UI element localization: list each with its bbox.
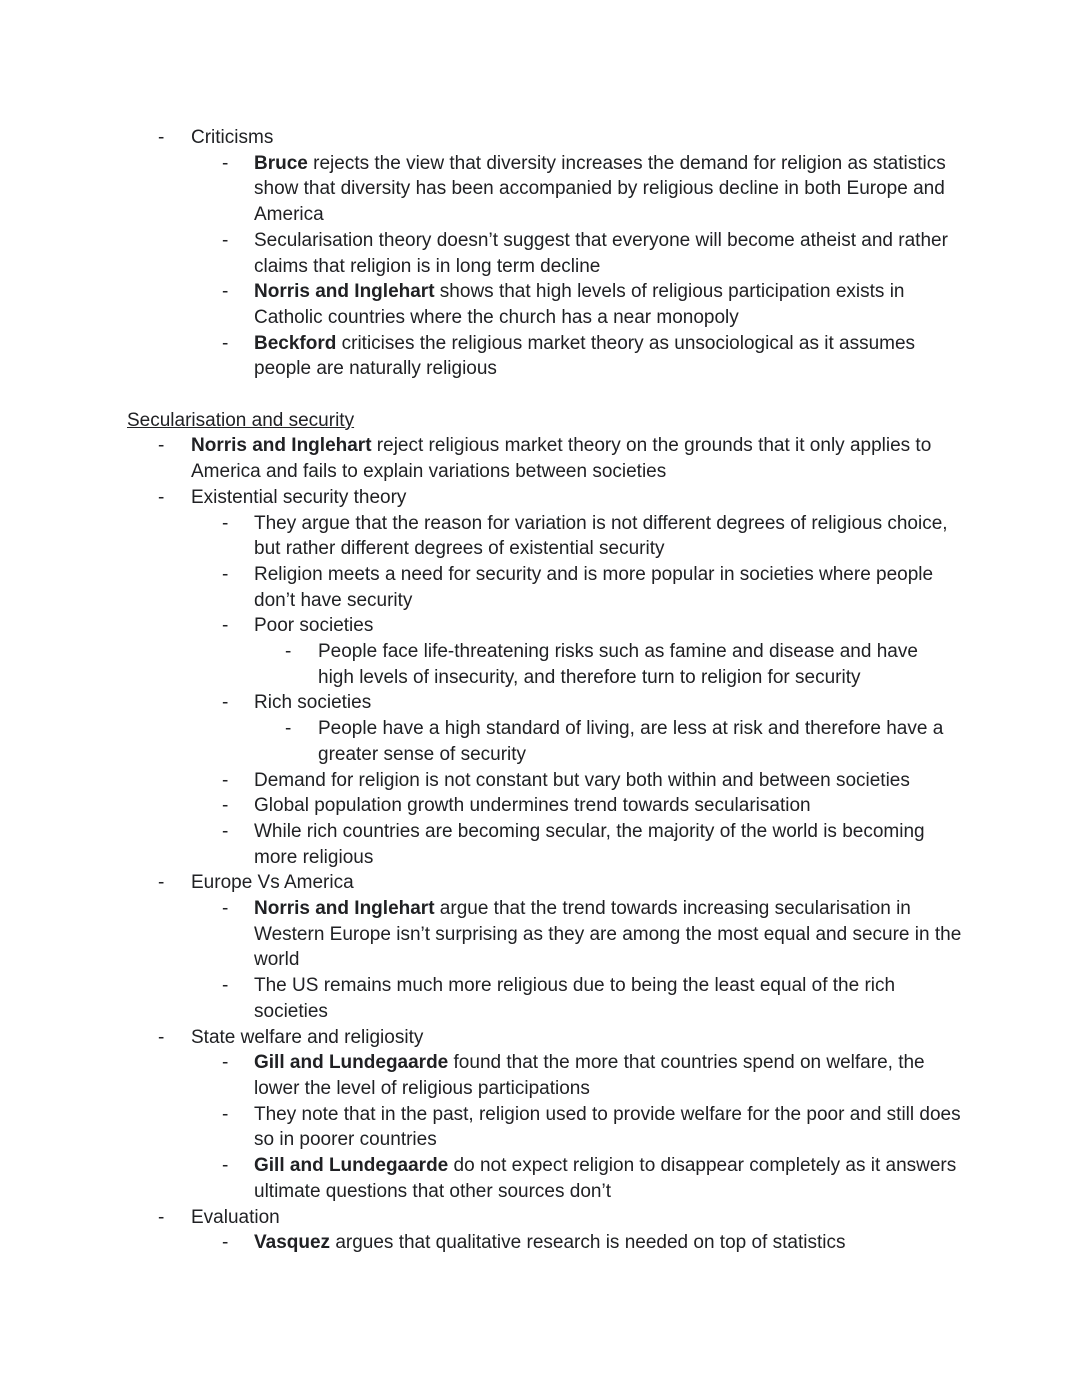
- europe-point: [0, 973, 1080, 1024]
- welfare-point: [0, 1153, 1080, 1204]
- existential-point: [0, 768, 1080, 794]
- bullet-dash: -: [285, 641, 292, 663]
- bullet-text: People face life-threatening risks such as famine and disease and have high levels of insecurity, and therefore turn to religion for security: [318, 641, 918, 688]
- evaluation-point: [0, 1230, 1080, 1256]
- bold-name: Norris and Inglehart: [254, 281, 435, 303]
- bullet-evaluation: [0, 1205, 1080, 1231]
- bold-name: Beckford: [254, 332, 337, 354]
- bullet-europe-vs-america: [0, 870, 1080, 896]
- bullet-text: Demand for religion is not constant but vary both within and between societies: [254, 769, 910, 791]
- bullet-body: criticises the religious market theory as unsociological as it assumes people are naturally religious: [254, 332, 916, 380]
- bullet-dash: -: [285, 718, 292, 740]
- spacer: [0, 382, 1080, 408]
- rich-societies-detail: [0, 716, 1080, 767]
- bullet-dash: -: [222, 563, 229, 585]
- bullet-dash: -: [222, 692, 229, 714]
- bullet-dash: -: [158, 435, 165, 457]
- bullet-text: [254, 279, 964, 330]
- bullet-text: Rich societies: [254, 692, 372, 714]
- bullet-body: do not expect religion to disappear completely as it answers ultimate questions that other sources don’t: [254, 1155, 957, 1202]
- bullet-text: [254, 1153, 964, 1204]
- bold-name: Norris and Inglehart: [254, 898, 435, 920]
- bullet-dash: -: [158, 486, 165, 508]
- existential-rich-societies: [0, 690, 1080, 716]
- bullet-dash: -: [222, 1103, 229, 1125]
- bullet-text: People have a high standard of living, are less at risk and therefore have a greater sense of security: [318, 718, 944, 765]
- bullet-text: Poor societies: [254, 615, 374, 637]
- bullet-text: State welfare and religiosity: [191, 1026, 424, 1048]
- bullet-dash: -: [158, 127, 165, 148]
- bullet-dash: -: [222, 975, 229, 997]
- bold-name: Gill and Lundegaarde: [254, 1155, 449, 1177]
- bullet-dash: -: [158, 1206, 165, 1228]
- criticism-norris-inglehart: [0, 279, 1080, 330]
- bullet-body: argue that the trend towards increasing secularisation in Western Europe isn’t surprising as they are among the most equal and secure in the world: [254, 898, 962, 971]
- bullet-dash: -: [222, 1155, 229, 1177]
- bullet-dash: -: [222, 820, 229, 842]
- bullet-dash: -: [222, 769, 229, 791]
- europe-point: [0, 896, 1080, 973]
- bullet-dash: -: [222, 229, 229, 251]
- bullet-dash: -: [222, 898, 229, 920]
- section-heading: Secularisation and security: [127, 409, 355, 431]
- bullet-text: Criticisms: [191, 127, 274, 148]
- bullet-dash: -: [222, 152, 229, 174]
- bullet-text: Evaluation: [191, 1206, 280, 1228]
- bullet-dash: -: [222, 512, 229, 534]
- bullet-text: The US remains much more religious due to being the least equal of the rich societies: [254, 975, 896, 1022]
- bullet-text: [254, 1230, 964, 1256]
- bullet-dash: -: [158, 1026, 165, 1048]
- bullet-text: [254, 331, 964, 382]
- document-page: [0, 125, 1080, 1256]
- bullet-text: Europe Vs America: [191, 872, 354, 894]
- bullet-text: While rich countries are becoming secular, the majority of the world is becoming more religious: [254, 820, 925, 868]
- bullet-intro: [0, 433, 1080, 484]
- bullet-dash: -: [222, 1052, 229, 1074]
- criticism-secularisation-theory: [0, 228, 1080, 279]
- bold-name: Bruce: [254, 152, 308, 174]
- existential-point: [0, 511, 1080, 562]
- bullet-dash: -: [222, 795, 229, 817]
- bullet-text: Global population growth undermines trend towards secularisation: [254, 795, 811, 817]
- criticism-beckford: [0, 331, 1080, 382]
- bullet-text: Religion meets a need for security and is more popular in societies where people don’t have security: [254, 563, 934, 611]
- existential-point: [0, 562, 1080, 613]
- existential-point: [0, 819, 1080, 870]
- bullet-text: They argue that the reason for variation is not different degrees of religious choice, but rather different degrees of existential security: [254, 512, 948, 560]
- poor-societies-detail: [0, 639, 1080, 690]
- bullet-text: [254, 151, 964, 228]
- bullet-body: argues that qualitative research is needed on top of statistics: [330, 1232, 846, 1254]
- bullet-criticisms: [0, 125, 1080, 151]
- bullet-text: They note that in the past, religion used to provide welfare for the poor and still does so in poorer countries: [254, 1103, 961, 1151]
- welfare-point: [0, 1050, 1080, 1101]
- bullet-dash: -: [222, 332, 229, 354]
- bullet-state-welfare: [0, 1025, 1080, 1051]
- bullet-body: reject religious market theory on the grounds that it only applies to America and fails to explain variations between societies: [191, 435, 932, 483]
- bullet-body: rejects the view that diversity increases the demand for religion as statistics show that diversity has been accompanied by religious decline in both Europe and America: [254, 152, 946, 226]
- bullet-dash: -: [158, 872, 165, 894]
- bullet-existential-security: [0, 485, 1080, 511]
- existential-poor-societies: [0, 613, 1080, 639]
- bullet-text: [191, 433, 961, 484]
- bullet-body: shows that high levels of religious participation exists in Catholic countries where the church has a near monopoly: [254, 281, 905, 328]
- bold-name: Norris and Inglehart: [191, 435, 372, 457]
- bullet-text: [254, 1050, 964, 1101]
- bullet-body: found that the more that countries spend on welfare, the lower the level of religious participations: [254, 1052, 925, 1099]
- bullet-dash: -: [222, 281, 229, 303]
- criticism-bruce: [0, 151, 1080, 228]
- bullet-text: [254, 896, 964, 973]
- bullet-text: Secularisation theory doesn’t suggest that everyone will become atheist and rather claims that religion is in long term decline: [254, 229, 948, 277]
- bold-name: Gill and Lundegaarde: [254, 1052, 449, 1074]
- bullet-dash: -: [222, 1232, 229, 1254]
- welfare-point: [0, 1102, 1080, 1153]
- existential-point: [0, 793, 1080, 819]
- bullet-text: Existential security theory: [191, 486, 407, 508]
- bullet-dash: -: [222, 615, 229, 637]
- bold-name: Vasquez: [254, 1232, 331, 1254]
